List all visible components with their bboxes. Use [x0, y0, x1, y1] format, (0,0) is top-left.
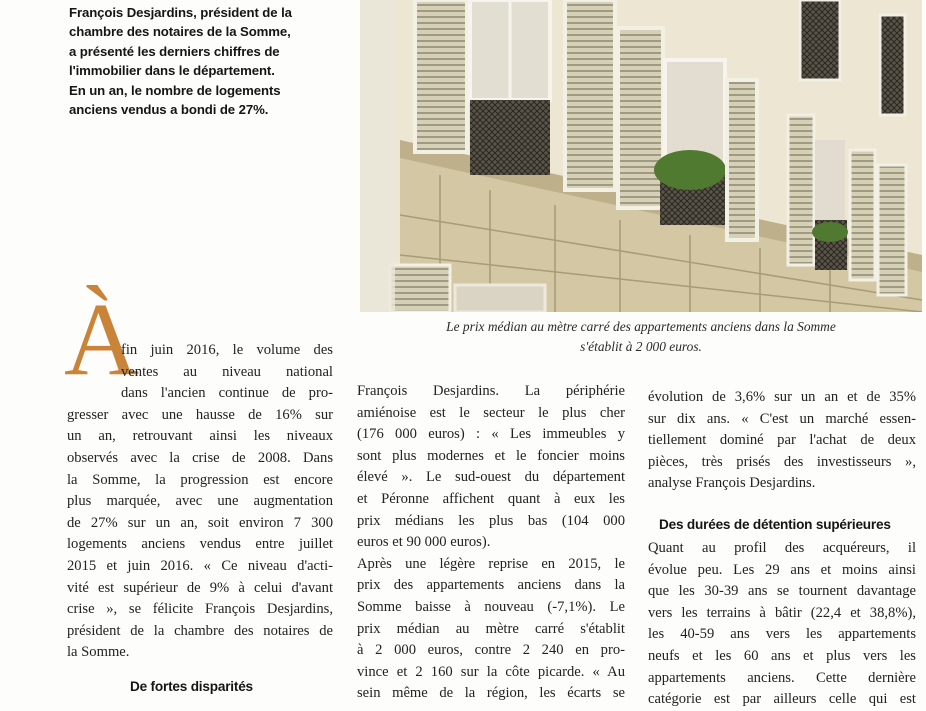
- facade-illustration: [360, 0, 922, 312]
- article-column-1: [67, 340, 333, 664]
- text-line: neufs et les 60 ans et plus vers les: [648, 647, 916, 664]
- text-line: (176 000 euros) : « Les immeubles y: [357, 426, 625, 443]
- lead-line: l'immobilier dans le département.: [69, 63, 275, 79]
- text-line: prix médian au mètre carré s'établit: [357, 620, 625, 637]
- text-line: président de la chambre des notaires de: [67, 622, 333, 639]
- text-line: Quant au profil des acquéreurs, il: [648, 539, 916, 556]
- text-line: que les 30-39 ans se tournent davantage: [648, 583, 916, 600]
- text-line: la Somme.: [67, 644, 130, 661]
- text-line: les 40-59 ans vers les appartements: [648, 626, 916, 643]
- text-line: fin juin 2016, le volume des: [121, 342, 333, 358]
- lead-line: anciens vendus a bondi de 27%.: [69, 102, 269, 118]
- text-line: la Somme, la progression est encore: [67, 471, 333, 488]
- text-line: plus marquée, avec une augmentation: [67, 493, 333, 510]
- text-line: vince et 2 160 sur la côte picarde. « Au: [357, 663, 625, 680]
- text-line: analyse François Desjardins.: [648, 475, 816, 492]
- drop-cap: À: [64, 282, 140, 397]
- text-line: appartements anciens. Cette dernière: [648, 669, 916, 686]
- text-line: amiénoise est le secteur le plus cher: [357, 404, 625, 421]
- caption-line: Le prix médian au mètre carré des appartements anciens dans la Somme: [446, 319, 836, 334]
- lead-line: chambre des notaires de la Somme,: [69, 24, 291, 40]
- text-line: 2015 et juin 2016. « Ce niveau d'acti-: [67, 557, 333, 574]
- text-line: sont plus modernes et le foncier moins: [357, 447, 625, 464]
- text-line: Après une légère reprise en 2015, le: [357, 555, 625, 572]
- lead-line: En un an, le nombre de logements: [69, 82, 281, 98]
- caption-line: s'établit à 2 000 euros.: [580, 339, 702, 354]
- text-line: crise », se félicite François Desjardins,: [67, 601, 333, 618]
- text-line: à 2 000 euros, contre 2 240 en pro-: [357, 642, 625, 659]
- text-line: un an, retrouvant ainsi les niveaux: [67, 428, 333, 445]
- text-line: de 27% sur un an, soit environ 7 300: [67, 514, 333, 531]
- text-line: pièces, très prisés des investisseurs »,: [648, 453, 916, 470]
- text-line: vité est supérieur de 9% à celui d'avant: [67, 579, 333, 596]
- text-line: élevé ». Le sud-ouest du département: [357, 469, 625, 486]
- text-line: ventes au niveau national: [121, 363, 333, 380]
- text-line: gresser avec une hausse de 16% sur: [67, 406, 333, 423]
- text-line: sein même de la région, les écarts se: [357, 685, 625, 702]
- article-column-3: [648, 387, 916, 711]
- text-line: observés avec la crise de 2008. Dans: [67, 449, 333, 466]
- text-line: Somme baisse à nouveau (-7,1%). Le: [357, 598, 625, 615]
- text-line: vers les terrains à bâtir (22,4 et 38,8%),: [648, 604, 916, 621]
- section-heading: Des durées de détention supérieures: [659, 517, 891, 532]
- lead-line: a présenté les derniers chiffres de: [69, 43, 280, 59]
- text-line: tiellement dominé par l'achat de deux: [648, 432, 916, 449]
- text-line: sur dix ans. « C'est un marché essen-: [648, 410, 916, 427]
- text-line: catégorie est par ailleurs celle qui est: [648, 691, 916, 708]
- text-line: évolution de 3,6% sur un an et de 35%: [648, 389, 916, 405]
- text-line: évolue peu. Les 29 ans et moins ainsi: [648, 561, 916, 578]
- building-facade-photo: [360, 0, 922, 312]
- lead-line: François Desjardins, président de la: [69, 5, 292, 20]
- text-line: logements anciens vendus entre juillet: [67, 536, 333, 553]
- article-lead: [69, 3, 337, 119]
- photo-caption: [360, 317, 922, 357]
- text-line: dans l'ancien continue de pro-: [121, 385, 333, 402]
- article-column-2: [357, 381, 625, 705]
- text-line: euros et 90 000 euros).: [357, 534, 491, 551]
- text-line: et Péronne affichent quant à eux les: [357, 490, 625, 507]
- text-line: prix des appartements anciens dans la: [357, 577, 625, 594]
- section-heading: De fortes disparités: [130, 679, 253, 694]
- text-line: François Desjardins. La périphérie: [357, 383, 625, 399]
- text-line: prix médians les plus bas (104 000: [357, 512, 625, 529]
